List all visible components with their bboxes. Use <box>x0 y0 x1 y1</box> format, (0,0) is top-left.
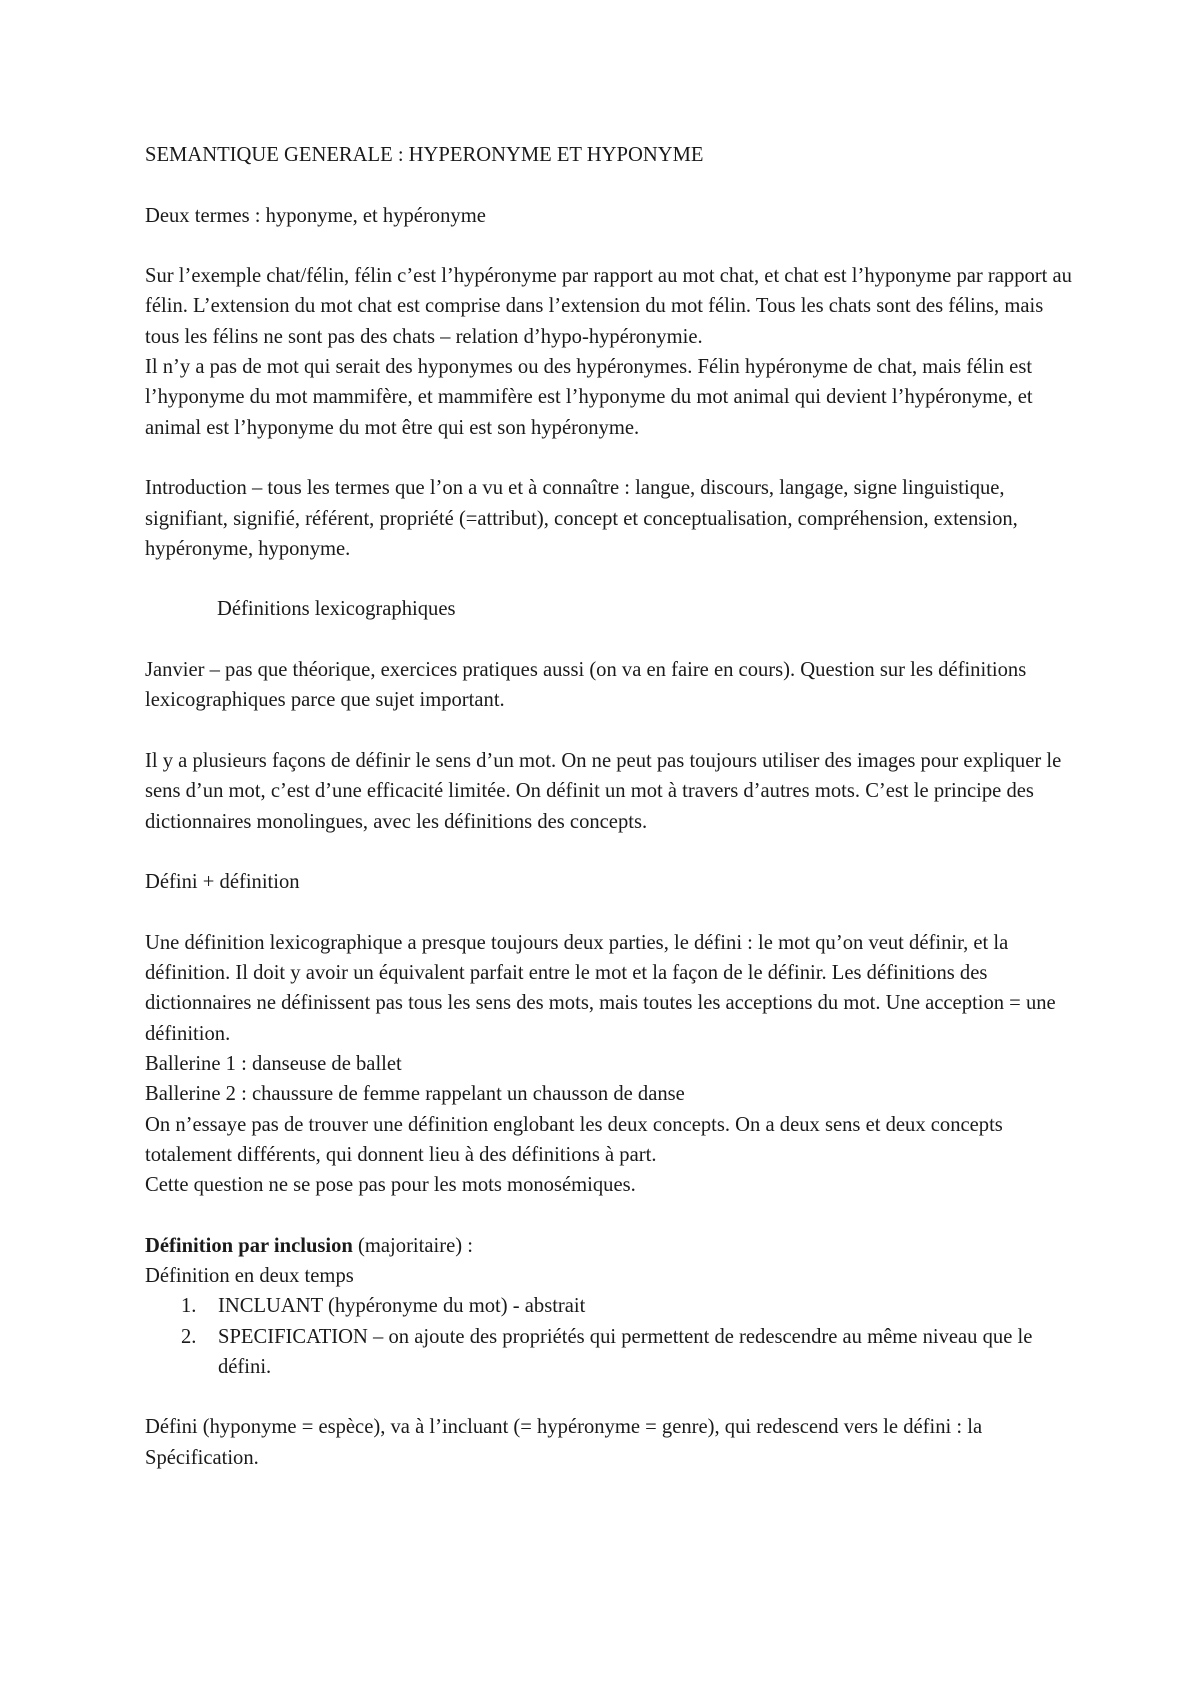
list-item-text: SPECIFICATION – on ajoute des propriétés qui permettent de redescendre au même niveau que le défini. <box>218 1325 1033 1378</box>
document-page <box>145 140 1075 1503</box>
paragraph-on-essaye: On n’essaye pas de trouver une définition englobant les deux concepts. On a deux sens et deux concepts totalement différents, qui donnent lieu à des définitions à part. <box>145 1113 1003 1166</box>
deux-temps: Définition en deux temps <box>145 1264 354 1287</box>
list-number: 1. <box>181 1295 197 1318</box>
ballerine-2: Ballerine 2 : chaussure de femme rappelant un chausson de danse <box>145 1083 685 1106</box>
steps-list <box>145 1291 1075 1382</box>
inclusion-bold: Définition par inclusion <box>145 1234 353 1257</box>
intro-terms: Deux termes : hyponyme, et hypéronyme <box>145 204 486 227</box>
paragraph-introduction: Introduction – tous les termes que l’on a vu et à connaître : langue, discours, langage, signe linguistique, signifiant, signifié, référent, propriété (=attribut), concept et conceptualisation, compréhension, extension, hypéronyme, hyponyme. <box>145 477 1018 560</box>
paragraph-example: Sur l’exemple chat/félin, félin c’est l’hypéronyme par rapport au mot chat, et chat est l’hyponyme par rapport au félin. L’extension du mot chat est comprise dans l’extension du mot félin. Tous les chats sont des félins, mais tous les félins ne sont pas des chats – relation d’hypo-hypéronymie. <box>145 265 1072 348</box>
paragraph-facons: Il y a plusieurs façons de définir le sens d’un mot. On ne peut pas toujours utiliser des images pour expliquer le sens d’un mot, c’est d’une efficacité limitée. On définit un mot à travers d’autres mots. C’est le principe des dictionnaires monolingues, avec les définitions des concepts. <box>145 749 1062 833</box>
list-item <box>145 1291 1075 1321</box>
document-title: SEMANTIQUE GENERALE : HYPERONYME ET HYPONYME <box>145 144 704 166</box>
section-heading: Définitions lexicographiques <box>217 598 456 621</box>
inclusion-rest: (majoritaire) : <box>352 1234 473 1257</box>
defini-definition: Défini + définition <box>145 871 300 894</box>
list-number: 2. <box>181 1325 197 1348</box>
paragraph-monosemiques: Cette question ne se pose pas pour les mots monosémiques. <box>145 1174 636 1197</box>
paragraph-definition: Une définition lexicographique a presque toujours deux parties, le défini : le mot qu’on veut définir, et la définition. Il doit y avoir un équivalent parfait entre le mot et la façon de le définir. Les définitions des dictionnaires ne définissent pas tous les sens des mots, mais toutes les acceptions du mot. Une acception = une définition. <box>145 931 1056 1045</box>
inclusion-heading <box>145 1231 1075 1261</box>
paragraph-final: Défini (hyponyme = espèce), va à l’incluant (= hypéronyme = genre), qui redescend vers le défini : la Spécification. <box>145 1416 983 1469</box>
list-item-text: INCLUANT (hypéronyme du mot) - abstrait <box>218 1295 586 1318</box>
list-item <box>145 1322 1075 1383</box>
ballerine-1: Ballerine 1 : danseuse de ballet <box>145 1052 402 1075</box>
paragraph-janvier: Janvier – pas que théorique, exercices pratiques aussi (on va en faire en cours). Question sur les définitions lexicographiques parce que sujet important. <box>145 659 1027 712</box>
paragraph-no-word: Il n’y a pas de mot qui serait des hyponymes ou des hypéronymes. Félin hypéronyme de chat, mais félin est l’hyponyme du mot mammifère, et mammifère est l’hyponyme du mot animal qui devient l’hypéronyme, et animal est l’hyponyme du mot être qui est son hypéronyme. <box>145 356 1033 439</box>
